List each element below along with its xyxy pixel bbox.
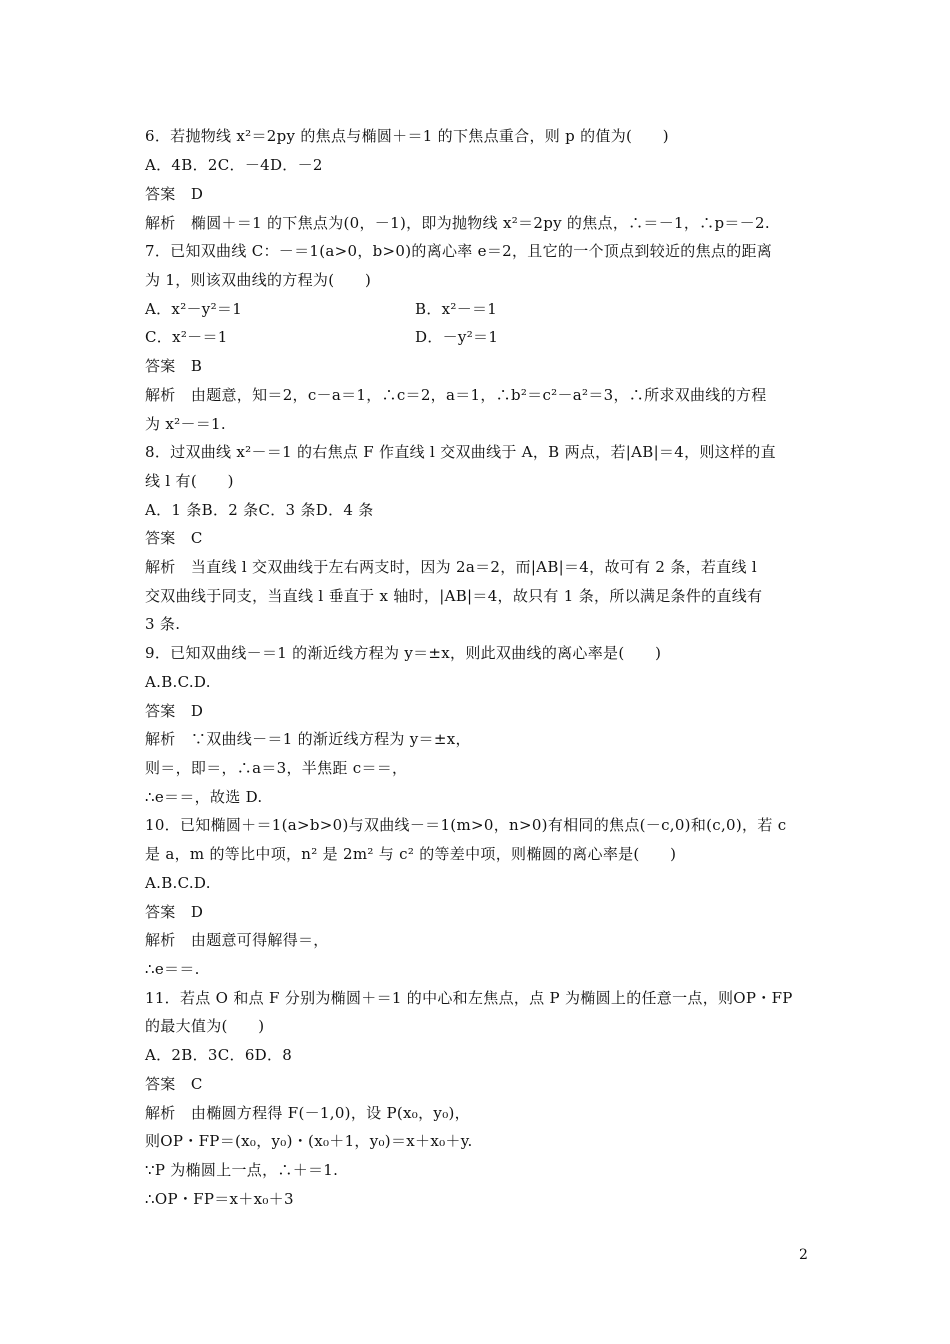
q11-answer: 答案 C xyxy=(145,1075,203,1093)
q6-stem: 6．若抛物线 x²＝2py 的焦点与椭圆＋＝1 的下焦点重合，则 p 的值为( ) xyxy=(145,127,669,145)
q7-option-d: D．－y²＝1 xyxy=(415,328,499,346)
q9-analysis-line3: ∴e＝＝，故选 D. xyxy=(145,788,263,806)
q7-option-b: B．x²－＝1 xyxy=(415,300,498,318)
q8-stem-line2: 线 l 有( ) xyxy=(145,472,234,490)
q8-analysis-line3: 3 条. xyxy=(145,615,181,633)
q11-analysis-line3: ∵P 为椭圆上一点，∴＋＝1. xyxy=(145,1161,339,1179)
q7-analysis-line2: 为 x²－＝1. xyxy=(145,415,226,433)
page-number: 2 xyxy=(799,1247,808,1263)
q9-stem: 9．已知双曲线－＝1 的渐近线方程为 y＝±x，则此双曲线的离心率是( ) xyxy=(145,644,662,662)
q7-option-c: C．x²－＝1 xyxy=(145,328,228,346)
q6-analysis: 解析 椭圆＋＝1 的下焦点为(0，－1)，即为抛物线 x²＝2py 的焦点，∴＝－1，∴p＝－2. xyxy=(145,214,770,232)
q10-answer: 答案 D xyxy=(145,903,204,921)
q11-stem-line1: 11．若点 O 和点 F 分别为椭圆＋＝1 的中心和左焦点，点 P 为椭圆上的任意一点，则OP・FP xyxy=(145,989,793,1007)
q10-stem-line1: 10．已知椭圆＋＝1(a>b>0)与双曲线－＝1(m>0，n>0)有相同的焦点(－c,0)和(c,0)，若 c xyxy=(145,816,787,834)
q8-options: A．1 条B．2 条C．3 条D．4 条 xyxy=(145,501,374,519)
q7-answer: 答案 B xyxy=(145,357,203,375)
q6-options: A．4B．2C．－4D．－2 xyxy=(145,156,323,174)
q8-stem-line1: 8．过双曲线 x²－＝1 的右焦点 F 作直线 l 交双曲线于 A，B 两点，若|AB|＝4，则这样的直 xyxy=(145,443,776,461)
q10-options: A.B.C.D. xyxy=(145,874,211,892)
q7-stem-line1: 7．已知双曲线 C：－＝1(a>0，b>0)的离心率 e＝2，且它的一个顶点到较近的焦点的距离 xyxy=(145,242,773,260)
q11-analysis-line2: 则OP・FP＝(x₀，y₀)・(x₀＋1，y₀)＝x＋x₀＋y. xyxy=(145,1132,473,1150)
q11-options: A．2B．3C．6D．8 xyxy=(145,1046,293,1064)
q9-analysis-line1: 解析 ∵双曲线－＝1 的渐近线方程为 y＝±x， xyxy=(145,730,471,748)
q8-analysis-line2: 交双曲线于同支，当直线 l 垂直于 x 轴时，|AB|＝4，故只有 1 条，所以满足条件的直线有 xyxy=(145,587,763,605)
q8-answer: 答案 C xyxy=(145,529,203,547)
q6-answer: 答案 D xyxy=(145,185,204,203)
q11-stem-line2: 的最大值为( ) xyxy=(145,1017,265,1035)
q9-analysis-line2: 则＝，即＝，∴a＝3，半焦距 c＝＝， xyxy=(145,759,408,777)
q11-analysis-line4: ∴OP・FP＝x＋x₀＋3 xyxy=(145,1190,294,1208)
q8-analysis-line1: 解析 当直线 l 交双曲线于左右两支时，因为 2a＝2，而|AB|＝4，故可有 2 条，若直线 l xyxy=(145,558,757,576)
q7-analysis-line1: 解析 由题意，知＝2，c－a＝1，∴c＝2，a＝1，∴b²＝c²－a²＝3，∴所求双曲线的方程 xyxy=(145,386,767,404)
q11-analysis-line1: 解析 由椭圆方程得 F(－1,0)，设 P(x₀，y₀)， xyxy=(145,1104,470,1122)
q7-option-a: A．x²－y²＝1 xyxy=(145,300,243,318)
q10-analysis-line1: 解析 由题意可得解得＝， xyxy=(145,931,329,949)
q9-options: A.B.C.D. xyxy=(145,673,211,691)
q9-answer: 答案 D xyxy=(145,702,204,720)
q10-analysis-line2: ∴e＝＝. xyxy=(145,960,200,978)
q10-stem-line2: 是 a，m 的等比中项，n² 是 2m² 与 c² 的等差中项，则椭圆的离心率是( ) xyxy=(145,845,677,863)
q7-stem-line2: 为 1，则该双曲线的方程为( ) xyxy=(145,271,372,289)
